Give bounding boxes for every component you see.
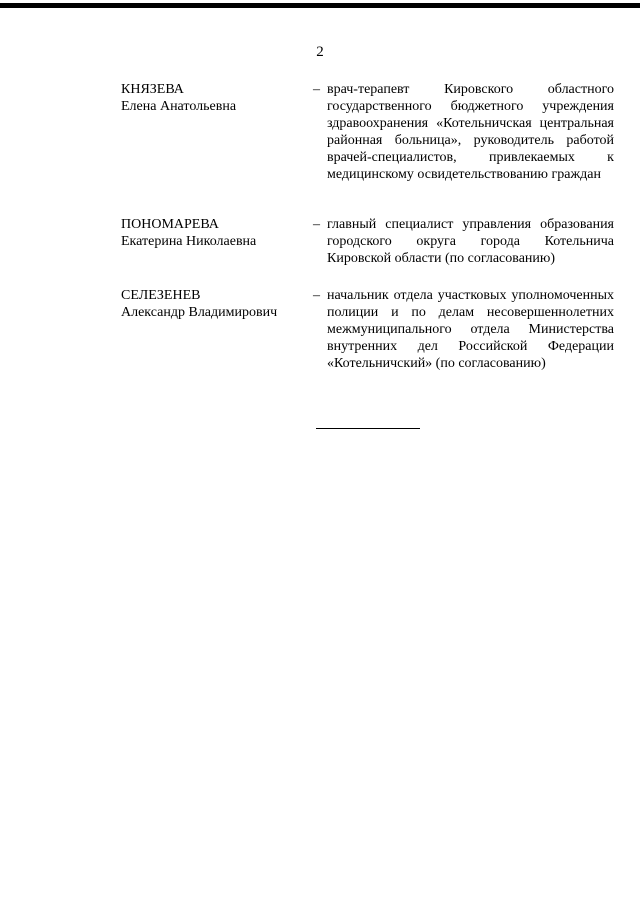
- closing-rule: [316, 428, 420, 429]
- top-border-rule: [0, 3, 640, 8]
- member-surname: СЕЛЕЗЕНЕВ: [121, 288, 201, 303]
- member-role-text: врач-терапевт Кировского областного государственного бюджетного учреждения здравоохранения «Котельничская центральная районная больница», руководитель работой врачей-специалистов, привлекаемых к медицинскому освидетельствованию граждан: [327, 82, 614, 182]
- member-given-names: Елена Анатольевна: [121, 99, 237, 114]
- member-given-names: Екатерина Николаевна: [121, 234, 257, 249]
- member-surname: КНЯЗЕВА: [121, 82, 184, 97]
- member-name: [121, 81, 301, 115]
- member-name: [121, 216, 301, 250]
- page-number: 2: [316, 44, 324, 60]
- member-given-names: Александр Владимирович: [121, 305, 278, 320]
- member-name: [121, 287, 301, 321]
- member-surname: ПОНОМАРЕВА: [121, 217, 219, 232]
- member-role-text: главный специалист управления образования городского округа города Котельнича Кировской области (по согласованию): [327, 217, 614, 266]
- role-dash: –: [313, 288, 320, 303]
- member-role-text: начальник отдела участковых уполномоченных полиции и по делам несовершеннолетних межмуниципального отдела Министерства внутренних дел Российской Федерации «Котельничский» (по согласованию): [327, 288, 614, 371]
- member-role: [313, 216, 614, 267]
- member-role: [313, 287, 614, 372]
- role-dash: –: [313, 82, 320, 97]
- role-dash: –: [313, 217, 320, 232]
- member-role: [313, 81, 614, 183]
